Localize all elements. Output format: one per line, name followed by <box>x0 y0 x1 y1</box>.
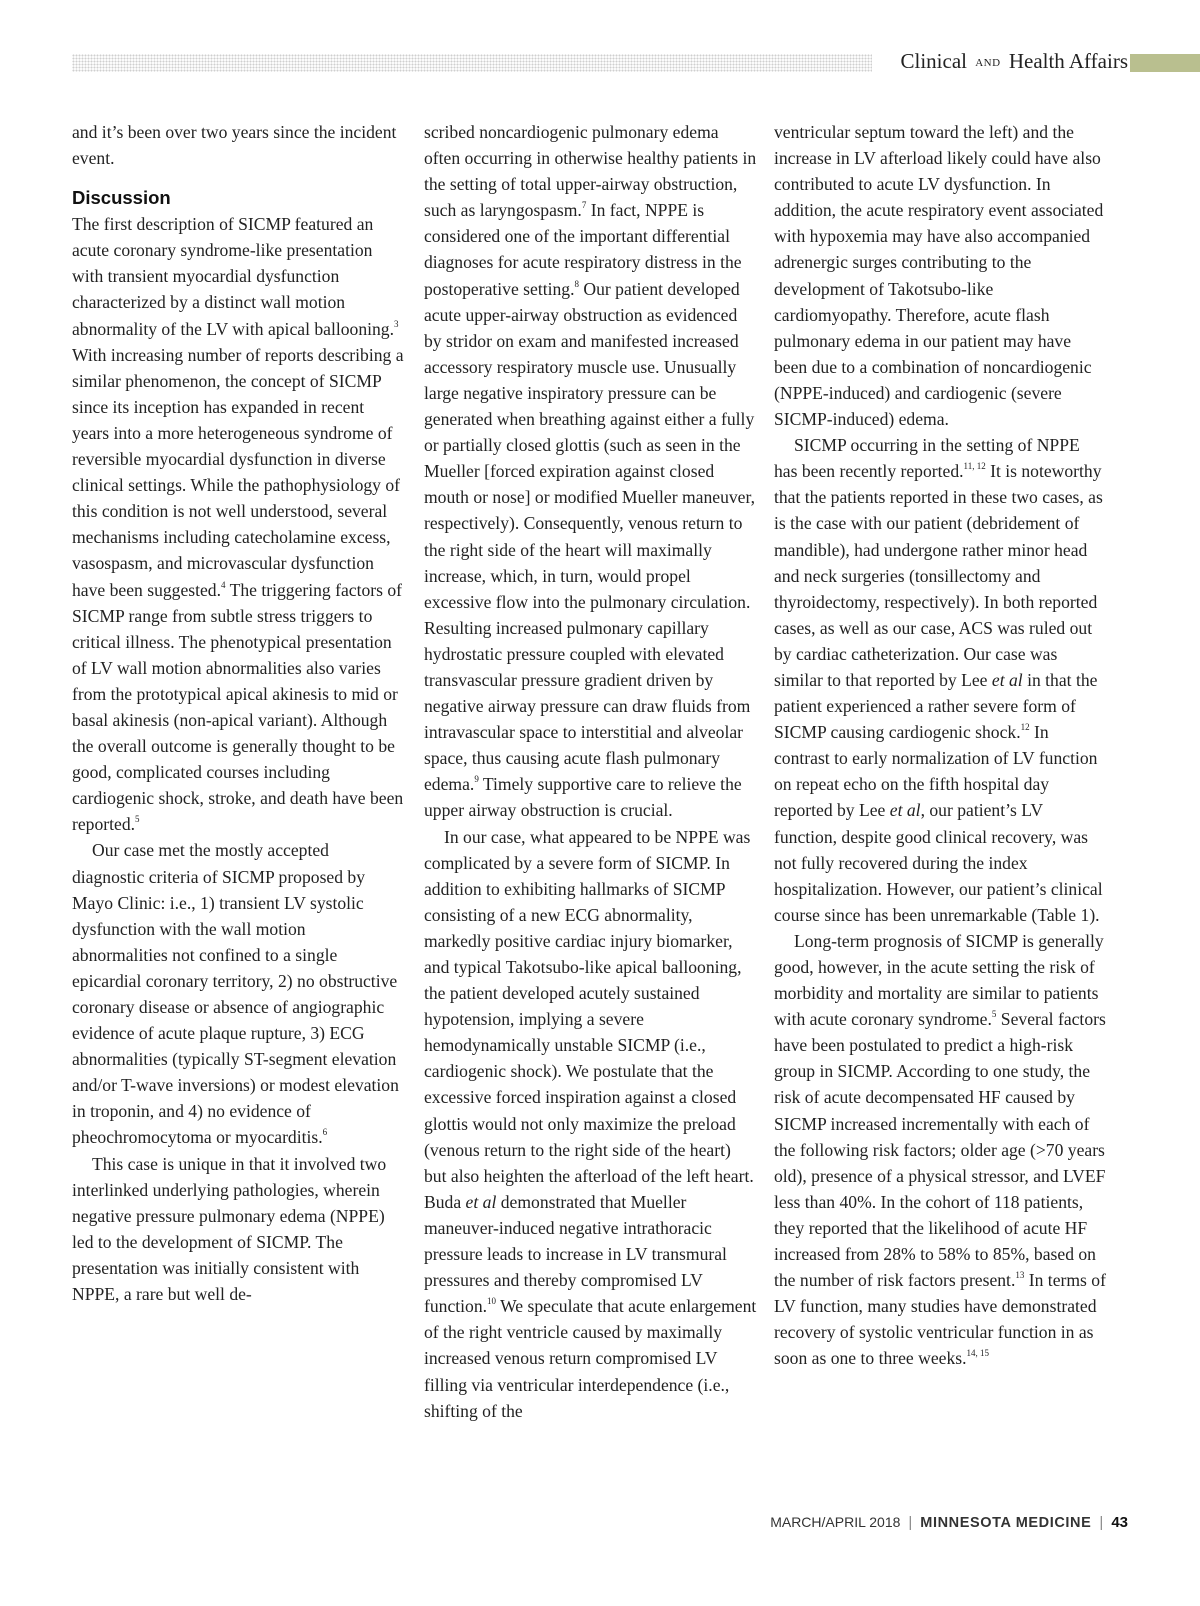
reference-superscript: 6 <box>322 1127 328 1138</box>
magazine-title: MINNESOTA MEDICINE <box>920 1515 1092 1531</box>
text-run: , our patient’s LV function, despite good clinical recovery, was not fully recovered during the index hospitalization. However, our patient’s clinical course since has been unremarkable (Table 1). <box>774 800 1103 925</box>
reference-superscript: 11, 12 <box>963 461 986 472</box>
text-run: We speculate that acute enlargement of the right ventricle caused by maximally increased venous return compromised LV filling via ventricular interdependence (i.e., shifting of the <box>424 1296 757 1421</box>
page-number: 43 <box>1111 1514 1128 1531</box>
header-dotted-rule <box>72 54 872 72</box>
text-run-italic: et al <box>465 1191 497 1212</box>
text-column-1 <box>72 119 405 1307</box>
footer-separator: | <box>908 1514 913 1531</box>
section-heading-discussion: Discussion <box>72 187 171 209</box>
text-run: The first description of SICMP featured an acute coronary syndrome-like presentation with transient myocardial dysfunction characterized by a distinct wall motion abnormality of the LV with apical ballooning. <box>72 214 395 339</box>
text-run: Long-term prognosis of SICMP is generally good, however, in the acute setting the risk of morbidity and mortality are similar to patients with acute coronary syndrome. <box>774 930 1104 1030</box>
header-title-and: AND <box>975 57 1001 69</box>
text-run: In our case, what appeared to be NPPE was complicated by a severe form of SICMP. In addition to exhibiting hallmarks of SICMP consisting of a new ECG abnormality, markedly positive cardiac injury biomarker, and typical Takotsubo-like apical ballooning, the patient developed acutely sustained hypotension, implying a severe hemodynamically unstable SICMP (i.e., cardiogenic shock). We postulate that the excessive forced inspiration against a closed glottis would not only maximize the preload (venous return to the right side of the heart) but also heighten the afterload of the left heart. Buda <box>424 826 754 1212</box>
text-run: In fact, NPPE is considered one of the important differential diagnoses for acute respiratory distress in the postoperative setting. <box>424 200 742 299</box>
reference-superscript: 9 <box>474 774 479 785</box>
text-run: In terms of LV function, many studies have demonstrated recovery of systolic ventricular function in as soon as one to three weeks. <box>774 1270 1106 1369</box>
paragraph: ventricular septum toward the left) and the increase in LV afterload likely could have also contributed to acute LV dysfunction. In addition, the acute respiratory event associated with hypoxemia may have also accompanied adrenergic surges contributing to the development of Takotsubo-like cardiomyopathy. Therefore, acute flash pulmonary edema in our patient may have been due to a combination of noncardiogenic (NPPE-induced) and cardiogenic (severe SICMP-induced) edema. <box>774 122 1104 430</box>
paragraph <box>424 119 757 824</box>
paragraph <box>72 837 405 1150</box>
reference-superscript: 3 <box>394 318 399 329</box>
reference-superscript: 7 <box>581 200 587 211</box>
reference-superscript: 4 <box>221 579 226 590</box>
paragraph <box>72 211 405 837</box>
text-run: It is noteworthy that the patients reported in these two cases, as is the case with our patient (debridement of mandible), had undergone rather minor head and neck surgeries (tonsillectomy and thyroidectomy, respectively). In both reported cases, as well as our case, ACS was ruled out by cardiac catheterization. Our case was similar to that reported by Lee <box>774 461 1103 690</box>
header-title-part1: Clinical <box>900 49 967 73</box>
text-run: Our patient developed acute upper-airway obstruction as evidenced by stridor on exam and manifested increased accessory respiratory muscle use. Unusually large negative inspiratory pressure can be generated when breathing against either a fully or partially closed glottis (such as seen in the Mueller [forced expiration against closed mouth or nose] or modified Mueller maneuver, respectively). Consequently, venous return to the right side of the heart will maximally increase, which, in turn, would propel excessive flow into the pulmonary circulation. Resulting increased pulmonary capillary hydrostatic pressure coupled with elevated transvascular pressure gradient driven by negative airway pressure can draw fluids from intravascular space to interstitial and alveolar space, thus causing acute flash pulmonary edema. <box>424 278 756 795</box>
section-header <box>888 48 1128 74</box>
header-title-part2: Health Affairs <box>1008 49 1128 73</box>
text-run: Our case met the mostly accepted diagnostic criteria of SICMP proposed by Mayo Clinic: i.e., 1) transient LV systolic dysfunction with the wall motion abnormalities not confined to a single epicardial coronary territory, 2) no obstructive coronary disease or absence of angiographic evidence of acute plaque rupture, 3) ECG abnormalities (typically ST-segment elevation and/or T-wave inversions) or modest elevation in troponin, and 4) no evidence of pheochromocytoma or myocarditis. <box>72 840 399 1148</box>
footer-separator: | <box>1099 1514 1104 1531</box>
reference-superscript: 8 <box>574 278 579 289</box>
text-column-2 <box>424 119 757 1424</box>
paragraph <box>774 432 1107 928</box>
reference-superscript: 10 <box>487 1296 497 1307</box>
reference-superscript: 5 <box>135 814 140 825</box>
paragraph: This case is unique in that it involved two interlinked underlying pathologies, wherein negative pressure pulmonary edema (NPPE) led to the development of SICMP. The presentation was initially consistent with NPPE, a rare but well de- <box>72 1153 387 1305</box>
text-run-italic: et al <box>889 800 921 821</box>
paragraph <box>774 928 1107 1372</box>
text-run: Timely supportive care to relieve the upper airway obstruction is crucial. <box>424 774 742 821</box>
reference-superscript: 12 <box>1020 722 1030 733</box>
page-footer <box>770 1514 1128 1531</box>
issue-date: MARCH/APRIL 2018 <box>770 1514 901 1530</box>
reference-superscript: 14, 15 <box>966 1348 990 1359</box>
reference-superscript: 5 <box>991 1009 997 1020</box>
text-run: scribed noncardiogenic pulmonary edema often occurring in otherwise healthy patients in the setting of total upper-airway obstruction, such as laryngospasm. <box>424 122 757 221</box>
text-run: Several factors have been postulated to predict a high-risk group in SICMP. According to one study, the risk of acute decompensated HF caused by SICMP increased incrementally with each of the following risk factors; older age (>70 years old), presence of a physical stressor, and LVEF less than 40%. In the cohort of 118 patients, they reported that the likelihood of acute HF increased from 28% to 58% to 85%, based on the number of risk factors present. <box>774 1009 1106 1291</box>
reference-superscript: 13 <box>1015 1270 1025 1281</box>
text-run: In contrast to early normalization of LV function on repeat echo on the fifth hospital day reported by Lee <box>774 722 1098 821</box>
text-run-italic: et al <box>991 669 1023 690</box>
text-column-3 <box>774 119 1107 1372</box>
paragraph: and it’s been over two years since the incident event. <box>72 122 397 169</box>
text-run: With increasing number of reports describing a similar phenomenon, the concept of SICMP since its inception has expanded in recent years into a more heterogeneous syndrome of reversible myocardial dysfunction in diverse clinical settings. While the pathophysiology of this condition is not well understood, several mechanisms including catecholamine excess, vasospasm, and microvascular dysfunction have been suggested. <box>72 344 404 600</box>
header-accent-bar <box>1130 54 1200 72</box>
text-run: demonstrated that Mueller maneuver-induced negative intrathoracic pressure leads to increase in LV transmural pressures and thereby compromised LV function. <box>424 1191 727 1317</box>
paragraph <box>424 824 757 1424</box>
text-run: SICMP occurring in the setting of NPPE has been recently reported. <box>774 435 1080 482</box>
text-run: The triggering factors of SICMP range from subtle stress triggers to critical illness. The phenotypical presentation of LV wall motion abnormalities also varies from the prototypical apical akinesis to mid or basal akinesis (non-apical variant). Although the overall outcome is generally thought to be good, complicated courses including cardiogenic shock, stroke, and death have been reported. <box>72 579 404 835</box>
text-run: in that the patient experienced a rather severe form of SICMP causing cardiogenic shock. <box>774 669 1098 743</box>
